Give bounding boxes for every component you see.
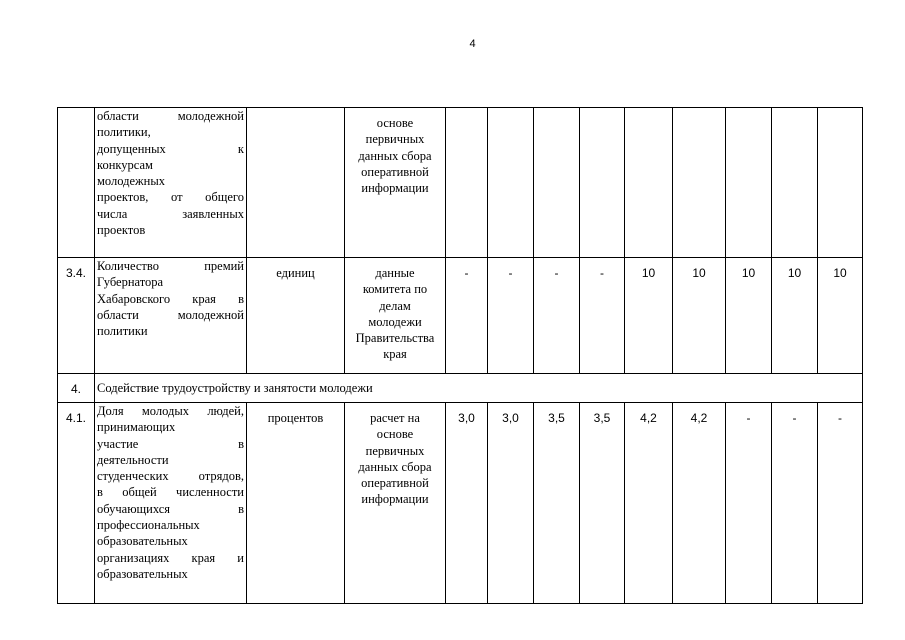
indicator-name-line: профессиональных xyxy=(97,518,200,533)
value-cell: 3,0 xyxy=(488,403,534,604)
value-cell xyxy=(818,108,863,258)
data-source-line: данных сбора xyxy=(358,459,432,474)
value-cell: - xyxy=(488,258,534,374)
value-cell: 10 xyxy=(726,258,772,374)
value-cell: 3,5 xyxy=(534,403,580,604)
indicator-name-line: обучающихся в xyxy=(97,501,244,516)
value-cell xyxy=(446,108,488,258)
value-cell: 10 xyxy=(673,258,726,374)
table-body xyxy=(58,108,863,604)
row-number: 4.1. xyxy=(58,403,95,604)
data-source-line: Правительства xyxy=(355,331,435,346)
indicator-name-line: проектов, от общего xyxy=(97,190,244,205)
value-cell xyxy=(673,108,726,258)
indicator-name-line: конкурсам xyxy=(97,157,153,172)
indicator-name-line: принимающих xyxy=(97,420,176,435)
table-row xyxy=(58,403,863,604)
indicator-name-line: Количество премий xyxy=(97,259,244,273)
value-cell: 10 xyxy=(818,258,863,374)
indicator-name-line: области молодежной xyxy=(97,109,244,123)
value-cell: 4,2 xyxy=(625,403,673,604)
data-source-line: информации xyxy=(361,181,429,196)
unit: процентов xyxy=(247,403,345,604)
indicator-name-line: политики, xyxy=(97,125,151,140)
indicator-name xyxy=(95,258,247,374)
indicator-name-line: Доля молодых людей, xyxy=(97,404,244,418)
data-source-line: делам xyxy=(379,298,411,313)
table-row xyxy=(58,374,863,403)
indicator-name-line: Губернатора xyxy=(97,275,164,290)
value-cell xyxy=(726,108,772,258)
data-source-line: края xyxy=(383,347,407,362)
data-source-line: комитета по xyxy=(362,282,428,297)
data-source-line: оперативной xyxy=(361,476,429,491)
section-number: 4. xyxy=(58,374,95,403)
indicator-name-line: студенческих отрядов, xyxy=(97,469,244,484)
indicator-name-line: проектов xyxy=(97,223,146,238)
data-source-line: первичных xyxy=(365,443,425,458)
value-cell: - xyxy=(818,403,863,604)
indicator-name-line: числа заявленных xyxy=(97,206,244,221)
value-cell: 3,5 xyxy=(580,403,625,604)
value-cell xyxy=(772,108,818,258)
data-source-line: основе xyxy=(376,116,414,130)
indicator-name xyxy=(95,403,247,604)
indicator-name-line: Хабаровского края в xyxy=(97,291,244,306)
value-cell xyxy=(580,108,625,258)
indicator-name-line: деятельности xyxy=(97,452,169,467)
value-cell: - xyxy=(726,403,772,604)
indicator-name xyxy=(95,108,247,258)
value-cell: 3,0 xyxy=(446,403,488,604)
data-source-line: данные xyxy=(375,266,415,280)
data-source-line: основе xyxy=(376,427,414,442)
data-source-line: молодежи xyxy=(368,314,422,329)
indicator-name-line: области молодежной xyxy=(97,307,244,322)
value-cell xyxy=(534,108,580,258)
data-source xyxy=(345,258,446,374)
table-row xyxy=(58,258,863,374)
data-source xyxy=(345,403,446,604)
indicator-name-line: молодежных xyxy=(97,174,166,189)
data-source-line: оперативной xyxy=(361,164,429,179)
indicator-name-line: в общей численности xyxy=(97,485,244,500)
row-number: 3.4. xyxy=(58,258,95,374)
page-number: 4 xyxy=(469,38,476,50)
section-title: Содействие трудоустройству и занятости молодежи xyxy=(95,374,863,403)
value-cell xyxy=(488,108,534,258)
row-number xyxy=(58,108,95,258)
unit xyxy=(247,108,345,258)
value-cell: 4,2 xyxy=(673,403,726,604)
value-cell: - xyxy=(446,258,488,374)
indicator-name-line: образовательных xyxy=(97,566,188,581)
indicator-name-line: допущенных к xyxy=(97,141,244,156)
indicator-name-line: организациях края и xyxy=(97,550,244,565)
data-source xyxy=(345,108,446,258)
indicators-table xyxy=(57,107,863,604)
value-cell: - xyxy=(534,258,580,374)
value-cell: - xyxy=(772,403,818,604)
data-source-line: информации xyxy=(361,492,429,507)
value-cell: 10 xyxy=(625,258,673,374)
unit: единиц xyxy=(247,258,345,374)
value-cell: - xyxy=(580,258,625,374)
data-source-line: расчет на xyxy=(370,411,420,425)
data-source-line: данных сбора xyxy=(358,148,432,163)
indicator-name-line: участие в xyxy=(97,436,244,451)
table-row xyxy=(58,108,863,258)
data-source-line: первичных xyxy=(365,132,425,147)
value-cell xyxy=(625,108,673,258)
indicator-name-line: политики xyxy=(97,324,148,339)
value-cell: 10 xyxy=(772,258,818,374)
indicator-name-line: образовательных xyxy=(97,534,188,549)
